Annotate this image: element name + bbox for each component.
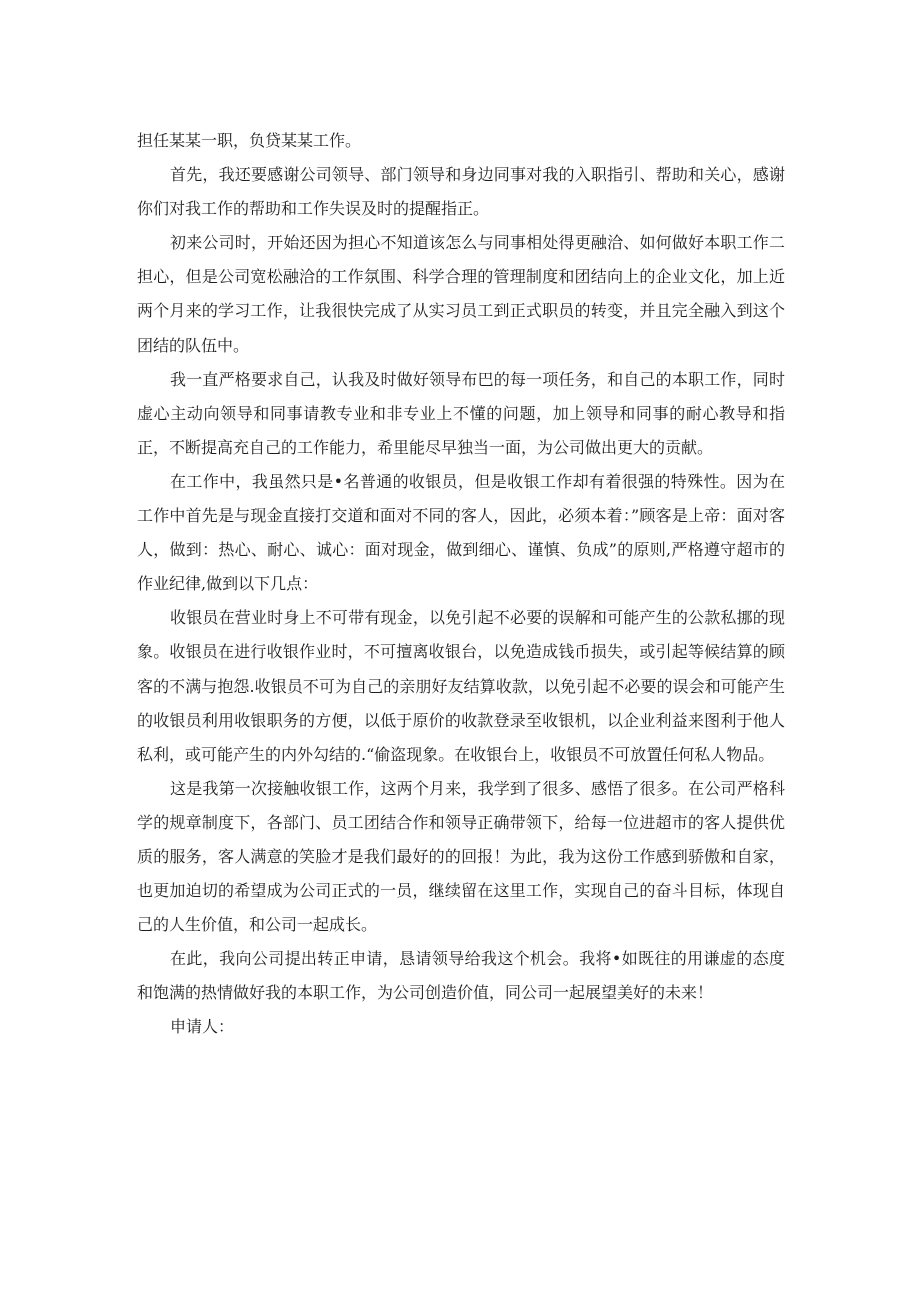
paragraph-continuation: 担任某某一职，负贷某某工作。 [137, 131, 362, 150]
document-body [137, 124, 785, 1045]
paragraph-request: 在此，我向公司提出转正申请，恳请领导给我这个机会。我将•如既往的用谦虚的态度和饱满的热情做好我的本职工作，为公司创造价值，同公司一起展望美好的未来！ [137, 949, 785, 1003]
paragraph-first-days: 初来公司时，开始还因为担心不知道该怎么与同事相处得更融洽、如何做好本职工作二担心，但是公司宽松融洽的工作氛围、科学合理的管理制度和团结向上的企业文化，加上近两个月来的学习工作，让我很快完成了从实习员工到正式职员的转变，并且完全融入到这个团结的队伍中。 [137, 233, 785, 355]
paragraph-reflection: 这是我第一次接触收银工作，这两个月来，我学到了很多、感悟了很多。在公司严格科学的规章制度下，各部门、员工团结合作和领导正确带领下，给每一位进超市的客人提供优质的服务，客人满意的笑脸才是我们最好的的回报！为此，我为这份工作感到骄傲和自家，也更加迫切的希望成为公司正式的一员，继续留在这里工作，实现自己的奋斗目标，体现自己的人生价值，和公司一起成长。 [137, 778, 785, 935]
paragraph-cashier-rules: 收银员在营业时身上不可带有现金，以免引起不必要的误解和可能产生的公款私挪的现象。收银员在进行收银作业时，不可擅离收银台，以免造成钱币损失，或引起等候结算的顾客的不满与抱怨.收银员不可为自己的亲朋好友结算收款，以免引起不必要的误会和可能产生的收银员利用收银职务的方便，以低于原价的收款登录至收银机，以企业利益来图利于他人私利，或可能产生的内外勾结的.“偷盗现象。在收银台上，收银员不可放置任何私人物品。 [137, 608, 785, 764]
paragraph-thanks: 首先，我还要感谢公司领导、部门领导和身边同事对我的入职指引、帮助和关心，感谢你们对我工作的帮助和工作失误及时的提醒指正。 [137, 165, 785, 219]
signature-line: 申请人： [170, 1017, 235, 1037]
paragraph-cashier-role: 在工作中，我虽然只是•名普通的收银员，但是收银工作却有着很强的特殊性。因为在工作中首先是与现金直接打交道和面对不同的客人，因此，必须本着：”顾客是上帝：面对客人，做到：热心、耐心、诚心：面对现金，做到细心、谨慎、负成”的原则,严格遵守超市的作业纪律,做到以下几点： [137, 471, 785, 594]
paragraph-self-discipline: 我一直严格要求自己，认我及时做好领导布巴的每一项任务，和自己的本职工作，同时虚心主动向领导和同事请教专业和非专业上不懂的问题，加上领导和同事的耐心教导和指正，不断提高充自己的工作能力，希里能尽早独当一面，为公司做出更大的贡献。 [137, 369, 785, 457]
